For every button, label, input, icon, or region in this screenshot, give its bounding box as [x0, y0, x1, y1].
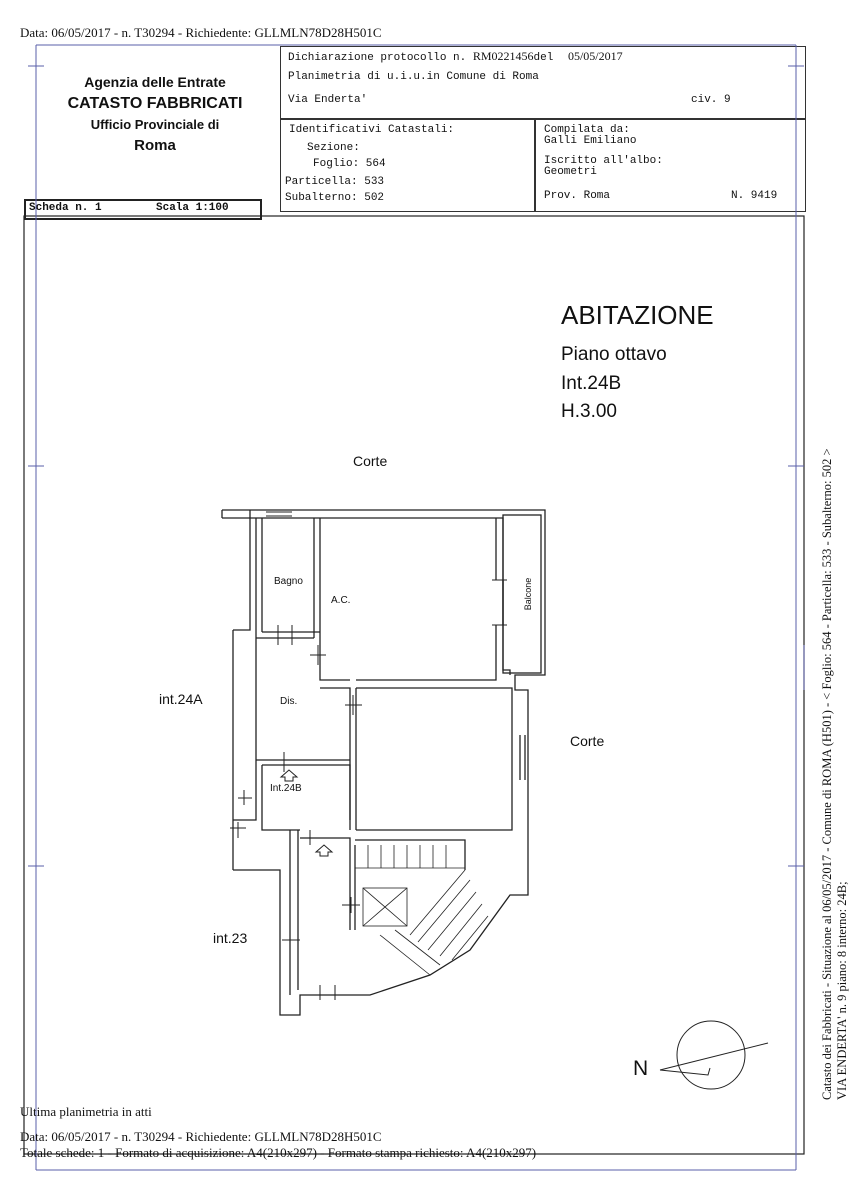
plan-title: ABITAZIONE [561, 300, 714, 330]
compiled-name: Galli Emiliano [544, 135, 637, 147]
room-balcone: Balcone [523, 577, 533, 611]
label-int23: int.23 [213, 930, 248, 946]
agency-catasto: CATASTO FABBRICATI [67, 95, 243, 112]
plan-line: Planimetria di u.i.u.in Comune di Roma [288, 71, 539, 83]
protocol-number: RM0221456 [472, 49, 534, 63]
north-compass-icon [660, 1021, 768, 1089]
foglio: Foglio: 564 [313, 158, 386, 170]
plan-floor: Piano ottavo [561, 344, 667, 365]
top-request-line: Data: 06/05/2017 - n. T30294 - Richiedente: GLLMLN78D28H501C [20, 25, 382, 40]
plan-height: H.3.00 [561, 401, 617, 422]
footer-line-1: Data: 06/05/2017 - n. T30294 - Richiedente: GLLMLN78D28H501C [20, 1129, 382, 1144]
room-int24b: Int.24B [270, 783, 302, 794]
albo-value: Geometri [544, 166, 597, 178]
side-line-2: VIA ENDERTA' n. 9 piano: 8 interno: 24B; [835, 881, 849, 1100]
date-label: del [533, 52, 554, 64]
label-int24a: int.24A [159, 691, 203, 707]
label-corte-top: Corte [353, 453, 388, 469]
protocol-label: Dichiarazione protocollo n. [288, 52, 467, 64]
agency-name: Agenzia delle Entrate [84, 74, 226, 90]
albo-number: N. 9419 [731, 190, 778, 202]
street: Via Enderta' [288, 94, 368, 106]
particella: Particella: 533 [285, 176, 385, 188]
room-dis: Dis. [280, 696, 298, 707]
north-label: N [633, 1057, 649, 1080]
scheda-number: Scheda n. 1 [29, 202, 102, 214]
subalterno: Subalterno: 502 [285, 192, 385, 204]
sezione: Sezione: [307, 142, 360, 154]
agency-office: Ufficio Provinciale di [90, 117, 220, 132]
albo-label: Iscritto all'albo: [544, 155, 663, 167]
scale: Scala 1:100 [156, 202, 229, 214]
footer-line-2: Totale schede: 1 - Formato di acquisizione: A4(210x297) - Formato stampa richiesto: A4(210x297) [20, 1145, 537, 1160]
province: Prov. Roma [544, 190, 611, 202]
side-cadastral-text [820, 448, 850, 1100]
agency-city: Roma [134, 137, 176, 154]
declaration-date: 05/05/2017 [567, 49, 623, 63]
plan-interior: Int.24B [561, 373, 622, 394]
room-bagno: Bagno [274, 576, 303, 587]
label-corte-right: Corte [570, 733, 605, 749]
room-ac: A.C. [331, 595, 351, 606]
compiled-label: Compilata da: [544, 124, 630, 136]
side-line-1: Catasto dei Fabbricati - Situazione al 06/05/2017 - Comune di ROMA (H501) - < Foglio: 564 - Particella: 533 - Subalterno: 502 > [820, 448, 834, 1100]
civic-number: civ. 9 [691, 94, 731, 106]
last-plan-stamp: Ultima planimetria in atti [20, 1104, 152, 1119]
identifiers-title: Identificativi Catastali: [289, 124, 455, 136]
